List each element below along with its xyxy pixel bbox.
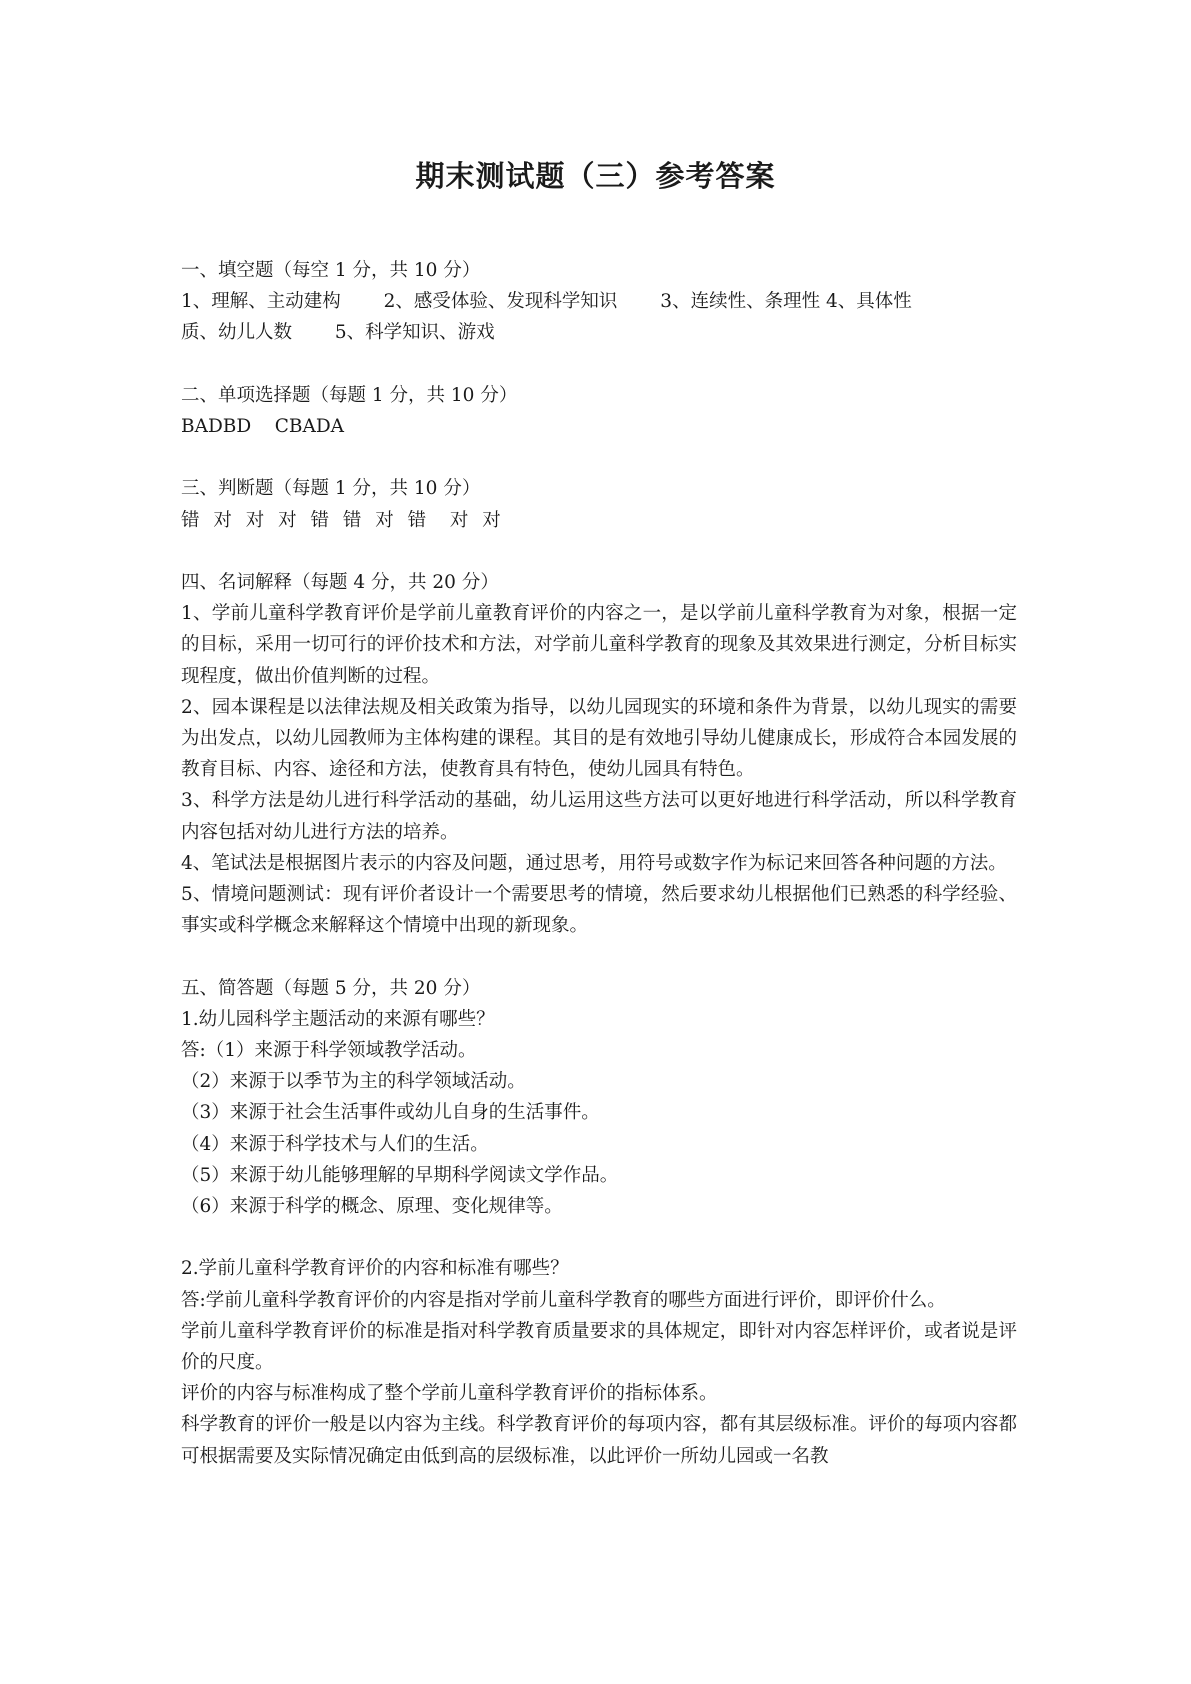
document-body (181, 255, 1017, 1472)
section-heading-single-choice: 二、单项选择题（每题 1 分，共 10 分） (181, 384, 518, 406)
single-choice-answers: BADBD CBADA (181, 416, 345, 437)
definition-item: 3、科学方法是幼儿进行科学活动的基础，幼儿运用这些方法可以更好地进行科学活动，所以科学教育内容包括对幼儿进行方法的培养。 (181, 790, 1017, 843)
spacer (181, 941, 1017, 972)
short-answer-question-2: 2.学前儿童科学教育评价的内容和标准有哪些？ (181, 1258, 569, 1280)
short-answer-q2-answer-paragraph: 答:学前儿童科学教育评价的内容是指对学前儿童科学教育的哪些方面进行评价，即评价什么。 (181, 1289, 946, 1311)
fill-blank-answers-line-1: 1、理解、主动建构 2、感受体验、发现科学知识 3、连续性、条理性 4、具体性 (181, 291, 912, 313)
short-answer-q1-answer-line: （4）来源于科学技术与人们的生活。 (181, 1133, 489, 1155)
fill-blank-answers-line-2: 质、幼儿人数 5、科学知识、游戏 (181, 322, 495, 344)
short-answer-q1-answer-line: （6）来源于科学的概念、原理、变化规律等。 (181, 1196, 563, 1218)
section-heading-fill-blank: 一、填空题（每空 1 分，共 10 分） (181, 260, 481, 281)
short-answer-q1-answer-line: 答:（1）来源于科学领域教学活动。 (181, 1040, 477, 1062)
short-answer-question-1: 1.幼儿园科学主题活动的来源有哪些？ (181, 1008, 495, 1030)
definition-item: 4、笔试法是根据图片表示的内容及问题，通过思考，用符号或数字作为标记来回答各种问题的方法。 (181, 852, 1007, 874)
definition-item: 5、情境问题测试：现有评价者设计一个需要思考的情境，然后要求幼儿根据他们已熟悉的科学经验、事实或科学概念来解释这个情境中出现的新现象。 (181, 884, 1017, 937)
spacer (181, 349, 1017, 380)
true-false-answers: 错 对 对 对 错 错 对 错 对 对 (181, 509, 505, 531)
definition-item: 2、园本课程是以法律法规及相关政策为指导，以幼儿园现实的环境和条件为背景，以幼儿现实的需要为出发点，以幼儿园教师为主体构建的课程。其目的是有效地引导幼儿健康成长，形成符合本园发展的教育目标、内容、途径和方法，使教育具有特色，使幼儿园具有特色。 (181, 696, 1017, 781)
section-heading-short-answer: 五、简答题（每题 5 分，共 20 分） (181, 977, 481, 999)
short-answer-q2-answer-paragraph: 评价的内容与标准构成了整个学前儿童科学教育评价的指标体系。 (181, 1383, 718, 1405)
spacer (181, 1222, 1017, 1253)
section-heading-true-false: 三、判断题（每题 1 分，共 10 分） (181, 478, 481, 500)
page-title: 期末测试题（三）参考答案 (415, 159, 776, 193)
definition-item: 1、学前儿童科学教育评价是学前儿童教育评价的内容之一，是以学前儿童科学教育为对象，根据一定的目标，采用一切可行的评价技术和方法，对学前儿童科学教育的现象及其效果进行测定，分析目标实现程度，做出价值判断的过程。 (181, 603, 1017, 687)
short-answer-q2-answer-paragraph: 学前儿童科学教育评价的标准是指对科学教育质量要求的具体规定，即针对内容怎样评价，或者说是评价的尺度。 (181, 1320, 1017, 1374)
short-answer-q1-answer-line: （2）来源于以季节为主的科学领域活动。 (181, 1071, 526, 1093)
short-answer-q1-answer-line: （3）来源于社会生活事件或幼儿自身的生活事件。 (181, 1102, 600, 1124)
section-heading-term-definitions: 四、名词解释（每题 4 分，共 20 分） (181, 571, 499, 593)
spacer (181, 536, 1017, 567)
spacer (181, 442, 1017, 473)
short-answer-q1-answer-line: （5）来源于幼儿能够理解的早期科学阅读文学作品。 (181, 1164, 619, 1186)
short-answer-q2-answer-paragraph: 科学教育的评价一般是以内容为主线。科学教育评价的每项内容，都有其层级标准。评价的每项内容都可根据需要及实际情况确定由低到高的层级标准，以此评价一所幼儿园或一名教 (181, 1414, 1017, 1467)
